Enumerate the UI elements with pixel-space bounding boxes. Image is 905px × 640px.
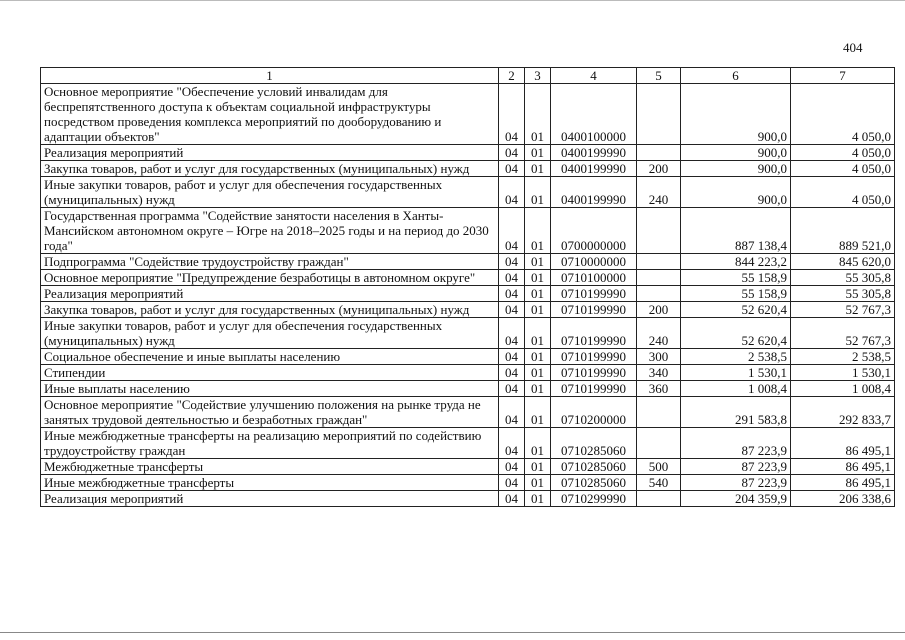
section-code-cell: 04 bbox=[499, 381, 525, 397]
section-code-cell: 04 bbox=[499, 84, 525, 145]
amount-year2-cell: 206 338,6 bbox=[791, 491, 895, 507]
subsection-code-cell: 01 bbox=[525, 318, 551, 349]
amount-year2-cell: 1 008,4 bbox=[791, 381, 895, 397]
expense-type-cell bbox=[637, 145, 681, 161]
expense-type-cell: 240 bbox=[637, 177, 681, 208]
target-article-cell: 0710199990 bbox=[551, 365, 637, 381]
subsection-code-cell: 01 bbox=[525, 302, 551, 318]
subsection-code-cell: 01 bbox=[525, 145, 551, 161]
section-code-cell: 04 bbox=[499, 397, 525, 428]
row-name-cell: Государственная программа "Содействие занятости населения в Ханты-Мансийском автономном округе – Югре на 2018–2025 годы и на период до 2030 года" bbox=[41, 208, 499, 254]
target-article-cell: 0400100000 bbox=[551, 84, 637, 145]
amount-year2-cell: 52 767,3 bbox=[791, 302, 895, 318]
subsection-code-cell: 01 bbox=[525, 161, 551, 177]
subsection-code-cell: 01 bbox=[525, 491, 551, 507]
expense-type-cell: 240 bbox=[637, 318, 681, 349]
expense-type-cell bbox=[637, 84, 681, 145]
amount-year2-cell: 845 620,0 bbox=[791, 254, 895, 270]
expense-type-cell bbox=[637, 254, 681, 270]
row-name-cell: Стипендии bbox=[41, 365, 499, 381]
row-name-cell: Основное мероприятие "Обеспечение условий инвалидам для беспрепятственного доступа к объектам социальной инфраструктуры посредством проведения комплекса мероприятий по дооборудованию и адаптации объектов" bbox=[41, 84, 499, 145]
table-row bbox=[41, 270, 895, 286]
expense-type-cell: 340 bbox=[637, 365, 681, 381]
target-article-cell: 0710285060 bbox=[551, 459, 637, 475]
amount-year2-cell: 86 495,1 bbox=[791, 428, 895, 459]
amount-year1-cell: 887 138,4 bbox=[681, 208, 791, 254]
column-header: 5 bbox=[637, 68, 681, 84]
section-code-cell: 04 bbox=[499, 145, 525, 161]
target-article-cell: 0400199990 bbox=[551, 161, 637, 177]
column-header: 4 bbox=[551, 68, 637, 84]
amount-year2-cell: 55 305,8 bbox=[791, 270, 895, 286]
table-row bbox=[41, 491, 895, 507]
expense-type-cell: 300 bbox=[637, 349, 681, 365]
table-row bbox=[41, 286, 895, 302]
table-row bbox=[41, 254, 895, 270]
section-code-cell: 04 bbox=[499, 177, 525, 208]
amount-year1-cell: 204 359,9 bbox=[681, 491, 791, 507]
table-row bbox=[41, 365, 895, 381]
section-code-cell: 04 bbox=[499, 318, 525, 349]
amount-year2-cell: 4 050,0 bbox=[791, 84, 895, 145]
amount-year2-cell: 889 521,0 bbox=[791, 208, 895, 254]
section-code-cell: 04 bbox=[499, 349, 525, 365]
table-row bbox=[41, 177, 895, 208]
row-name-cell: Подпрограмма "Содействие трудоустройству граждан" bbox=[41, 254, 499, 270]
expense-type-cell: 360 bbox=[637, 381, 681, 397]
row-name-cell: Социальное обеспечение и иные выплаты населению bbox=[41, 349, 499, 365]
target-article-cell: 0710000000 bbox=[551, 254, 637, 270]
section-code-cell: 04 bbox=[499, 270, 525, 286]
row-name-cell: Иные закупки товаров, работ и услуг для обеспечения государственных (муниципальных) нужд bbox=[41, 177, 499, 208]
table-row bbox=[41, 428, 895, 459]
table-row bbox=[41, 208, 895, 254]
table-row bbox=[41, 302, 895, 318]
amount-year2-cell: 4 050,0 bbox=[791, 161, 895, 177]
amount-year1-cell: 900,0 bbox=[681, 145, 791, 161]
amount-year1-cell: 1 008,4 bbox=[681, 381, 791, 397]
row-name-cell: Реализация мероприятий bbox=[41, 145, 499, 161]
amount-year1-cell: 87 223,9 bbox=[681, 428, 791, 459]
column-header: 3 bbox=[525, 68, 551, 84]
amount-year1-cell: 87 223,9 bbox=[681, 475, 791, 491]
row-name-cell: Основное мероприятие "Содействие улучшению положения на рынке труда не занятых трудовой деятельностью и безработных граждан" bbox=[41, 397, 499, 428]
section-code-cell: 04 bbox=[499, 208, 525, 254]
target-article-cell: 0710285060 bbox=[551, 428, 637, 459]
row-name-cell: Закупка товаров, работ и услуг для государственных (муниципальных) нужд bbox=[41, 161, 499, 177]
amount-year2-cell: 86 495,1 bbox=[791, 459, 895, 475]
table-row bbox=[41, 459, 895, 475]
row-name-cell: Иные межбюджетные трансферты bbox=[41, 475, 499, 491]
section-code-cell: 04 bbox=[499, 161, 525, 177]
subsection-code-cell: 01 bbox=[525, 349, 551, 365]
subsection-code-cell: 01 bbox=[525, 381, 551, 397]
amount-year1-cell: 87 223,9 bbox=[681, 459, 791, 475]
table-row bbox=[41, 161, 895, 177]
expense-type-cell bbox=[637, 397, 681, 428]
amount-year1-cell: 900,0 bbox=[681, 161, 791, 177]
subsection-code-cell: 01 bbox=[525, 286, 551, 302]
table-row bbox=[41, 475, 895, 491]
table-row bbox=[41, 84, 895, 145]
amount-year1-cell: 1 530,1 bbox=[681, 365, 791, 381]
subsection-code-cell: 01 bbox=[525, 208, 551, 254]
column-number-row bbox=[41, 68, 895, 84]
target-article-cell: 0710199990 bbox=[551, 381, 637, 397]
amount-year1-cell: 900,0 bbox=[681, 84, 791, 145]
row-name-cell: Реализация мероприятий bbox=[41, 286, 499, 302]
amount-year1-cell: 52 620,4 bbox=[681, 318, 791, 349]
section-code-cell: 04 bbox=[499, 254, 525, 270]
subsection-code-cell: 01 bbox=[525, 475, 551, 491]
amount-year1-cell: 2 538,5 bbox=[681, 349, 791, 365]
amount-year2-cell: 1 530,1 bbox=[791, 365, 895, 381]
expense-type-cell bbox=[637, 428, 681, 459]
row-name-cell: Иные межбюджетные трансферты на реализацию мероприятий по содействию трудоустройству граждан bbox=[41, 428, 499, 459]
target-article-cell: 0710199990 bbox=[551, 349, 637, 365]
amount-year1-cell: 291 583,8 bbox=[681, 397, 791, 428]
expense-type-cell bbox=[637, 270, 681, 286]
subsection-code-cell: 01 bbox=[525, 84, 551, 145]
amount-year2-cell: 2 538,5 bbox=[791, 349, 895, 365]
table-row bbox=[41, 381, 895, 397]
table-row bbox=[41, 318, 895, 349]
target-article-cell: 0710199990 bbox=[551, 302, 637, 318]
section-code-cell: 04 bbox=[499, 428, 525, 459]
target-article-cell: 0710199990 bbox=[551, 318, 637, 349]
table-row bbox=[41, 349, 895, 365]
section-code-cell: 04 bbox=[499, 365, 525, 381]
expense-type-cell bbox=[637, 491, 681, 507]
subsection-code-cell: 01 bbox=[525, 254, 551, 270]
target-article-cell: 0710200000 bbox=[551, 397, 637, 428]
target-article-cell: 0710100000 bbox=[551, 270, 637, 286]
subsection-code-cell: 01 bbox=[525, 428, 551, 459]
amount-year2-cell: 292 833,7 bbox=[791, 397, 895, 428]
target-article-cell: 0710285060 bbox=[551, 475, 637, 491]
amount-year2-cell: 4 050,0 bbox=[791, 145, 895, 161]
expense-type-cell: 200 bbox=[637, 302, 681, 318]
section-code-cell: 04 bbox=[499, 475, 525, 491]
row-name-cell: Иные закупки товаров, работ и услуг для обеспечения государственных (муниципальных) нужд bbox=[41, 318, 499, 349]
target-article-cell: 0710199990 bbox=[551, 286, 637, 302]
column-header: 6 bbox=[681, 68, 791, 84]
subsection-code-cell: 01 bbox=[525, 270, 551, 286]
amount-year1-cell: 52 620,4 bbox=[681, 302, 791, 318]
row-name-cell: Межбюджетные трансферты bbox=[41, 459, 499, 475]
scan-top-edge bbox=[0, 0, 905, 1]
amount-year1-cell: 55 158,9 bbox=[681, 270, 791, 286]
subsection-code-cell: 01 bbox=[525, 459, 551, 475]
row-name-cell: Закупка товаров, работ и услуг для государственных (муниципальных) нужд bbox=[41, 302, 499, 318]
target-article-cell: 0400199990 bbox=[551, 145, 637, 161]
subsection-code-cell: 01 bbox=[525, 177, 551, 208]
target-article-cell: 0710299990 bbox=[551, 491, 637, 507]
row-name-cell: Иные выплаты населению bbox=[41, 381, 499, 397]
amount-year2-cell: 86 495,1 bbox=[791, 475, 895, 491]
table-row bbox=[41, 397, 895, 428]
subsection-code-cell: 01 bbox=[525, 397, 551, 428]
amount-year2-cell: 55 305,8 bbox=[791, 286, 895, 302]
amount-year2-cell: 4 050,0 bbox=[791, 177, 895, 208]
page-number: 404 bbox=[843, 40, 863, 55]
expense-type-cell: 200 bbox=[637, 161, 681, 177]
amount-year1-cell: 55 158,9 bbox=[681, 286, 791, 302]
column-header: 7 bbox=[791, 68, 895, 84]
column-header: 2 bbox=[499, 68, 525, 84]
row-name-cell: Основное мероприятие "Предупреждение безработицы в автономном округе" bbox=[41, 270, 499, 286]
table-row bbox=[41, 145, 895, 161]
row-name-cell: Реализация мероприятий bbox=[41, 491, 499, 507]
section-code-cell: 04 bbox=[499, 286, 525, 302]
budget-table bbox=[40, 67, 895, 507]
target-article-cell: 0400199990 bbox=[551, 177, 637, 208]
section-code-cell: 04 bbox=[499, 459, 525, 475]
amount-year1-cell: 844 223,2 bbox=[681, 254, 791, 270]
expense-type-cell: 500 bbox=[637, 459, 681, 475]
column-header: 1 bbox=[41, 68, 499, 84]
scan-bottom-edge bbox=[0, 632, 905, 633]
table-body bbox=[41, 84, 895, 507]
amount-year2-cell: 52 767,3 bbox=[791, 318, 895, 349]
section-code-cell: 04 bbox=[499, 491, 525, 507]
subsection-code-cell: 01 bbox=[525, 365, 551, 381]
expense-type-cell: 540 bbox=[637, 475, 681, 491]
amount-year1-cell: 900,0 bbox=[681, 177, 791, 208]
section-code-cell: 04 bbox=[499, 302, 525, 318]
target-article-cell: 0700000000 bbox=[551, 208, 637, 254]
expense-type-cell bbox=[637, 208, 681, 254]
expense-type-cell bbox=[637, 286, 681, 302]
